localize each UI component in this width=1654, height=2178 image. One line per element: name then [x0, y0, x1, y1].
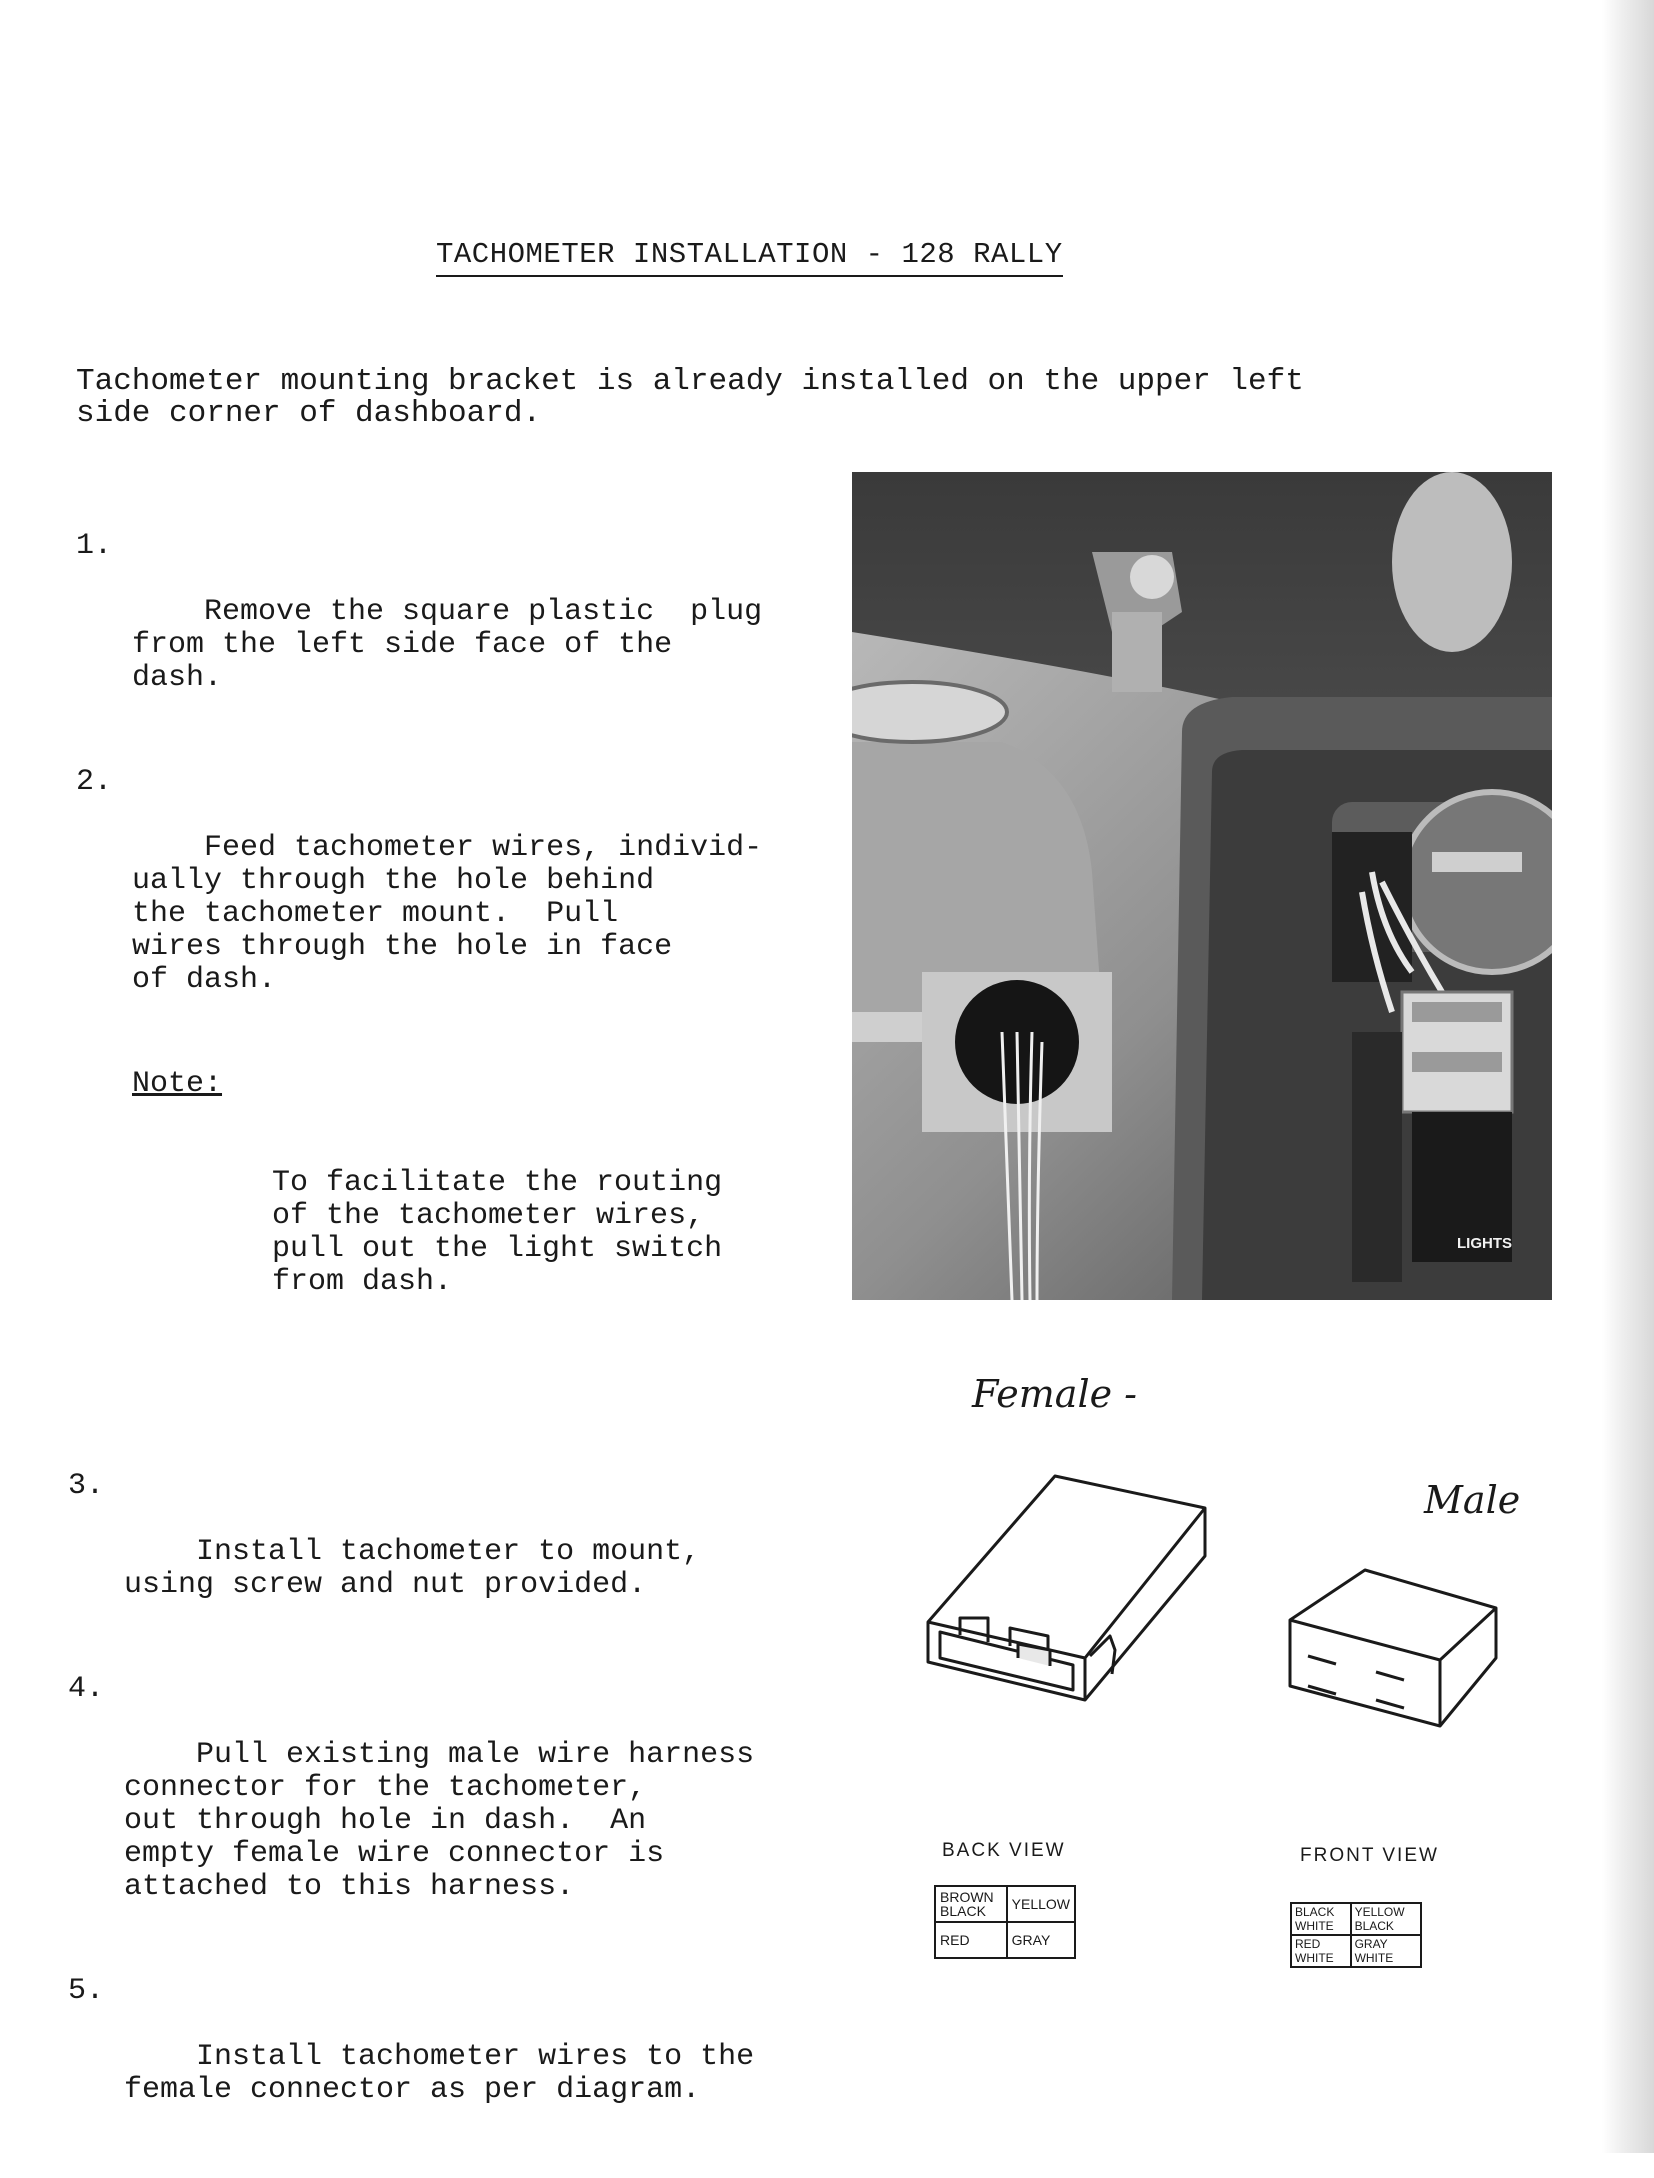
- wire-cell: RED: [935, 1922, 1007, 1958]
- steps-group-bottom: [68, 1470, 788, 2178]
- step-number: 1.: [76, 529, 113, 563]
- table-row: [1291, 1903, 1421, 1935]
- male-connector-drawing: [1290, 1570, 1496, 1726]
- table-row: [935, 1922, 1075, 1958]
- wire-cell: YELLOW: [1007, 1886, 1075, 1922]
- note-label: Note:: [132, 1067, 223, 1101]
- step-5: [68, 1975, 788, 2140]
- back-view-label: BACK VIEW: [942, 1840, 1066, 1861]
- female-connector-label: Female -: [972, 1372, 1138, 1416]
- female-connector-drawing: [928, 1476, 1205, 1700]
- note-text: To facilitate the routing of the tachometer wires, pull out the light switch from dash.: [272, 1166, 723, 1299]
- wire-cell: GRAY: [1007, 1922, 1075, 1958]
- intro-paragraph: Tachometer mounting bracket is already installed on the upper left side corner of dashboard.: [76, 364, 1304, 431]
- step-4: [68, 1673, 788, 1937]
- step-number: 5.: [68, 1974, 105, 2008]
- step-text: Feed tachometer wires, individ- ually through the hole behind the tachometer mount. Pull wires through the hole in face of dash.: [132, 831, 763, 997]
- step-text: Install tachometer to mount, using screw and nut provided.: [124, 1535, 701, 1602]
- wire-cell: RED WHITE: [1291, 1935, 1351, 1967]
- page-title: TACHOMETER INSTALLATION - 128 RALLY: [436, 238, 1063, 277]
- step-text: Remove the square plastic plug from the left side face of the dash.: [132, 595, 763, 695]
- table-row: [1291, 1935, 1421, 1967]
- front-view-label: FRONT VIEW: [1300, 1845, 1439, 1866]
- wire-cell: GRAY WHITE: [1351, 1935, 1421, 1967]
- front-view-wire-table: [1290, 1902, 1422, 1968]
- connector-diagram: [900, 1460, 1540, 1805]
- note-block: [132, 1068, 832, 1365]
- step-number: 4.: [68, 1672, 105, 1706]
- step-text: Pull existing male wire harness connector for the tachometer, out through hole in dash. An empty female wire connector is attached to this harness.: [124, 1738, 755, 1904]
- male-connector-label: Male: [1424, 1478, 1521, 1522]
- wire-cell: BROWN BLACK: [935, 1886, 1007, 1922]
- dashboard-photo-illustration: [852, 472, 1552, 1300]
- step-number: 3.: [68, 1469, 105, 1503]
- step-number: 2.: [76, 765, 113, 799]
- table-row: [935, 1886, 1075, 1922]
- wire-cell: YELLOW BLACK: [1351, 1903, 1421, 1935]
- step-1: [76, 530, 776, 728]
- steps-group-top: [76, 530, 776, 1365]
- wire-cell: BLACK WHITE: [1291, 1903, 1351, 1935]
- connector-drawings: [900, 1460, 1540, 1800]
- step-2: [76, 766, 776, 1030]
- lights-switch-label: LIGHTS: [1457, 1235, 1512, 1252]
- step-text: Install tachometer wires to the female connector as per diagram.: [124, 2040, 755, 2107]
- step-3: [68, 1470, 788, 1635]
- back-view-wire-table: [934, 1885, 1076, 1959]
- page-edge-shadow: [1602, 0, 1654, 2153]
- dashboard-photo: [852, 472, 1552, 1300]
